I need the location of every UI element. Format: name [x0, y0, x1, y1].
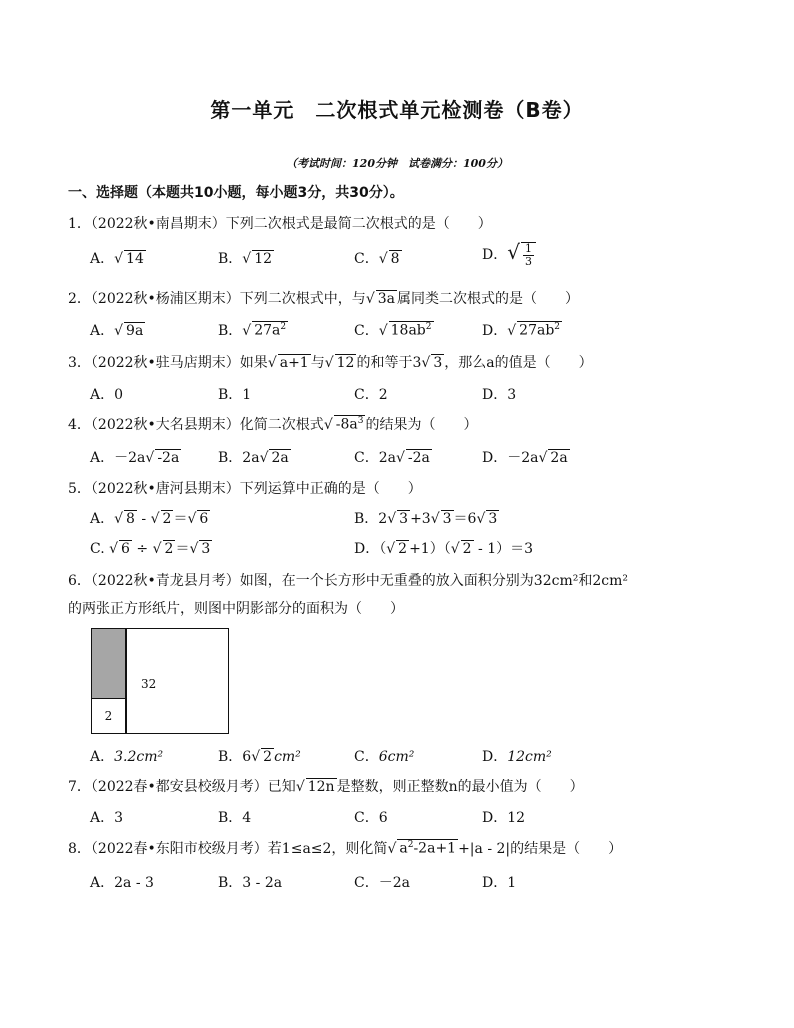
shaded-region — [92, 629, 126, 699]
option-b[interactable]: B．2a√ 2a — [218, 450, 289, 466]
option-d[interactable]: D．1 — [482, 875, 517, 891]
option-c[interactable]: C．√ 8 — [354, 251, 400, 267]
question-1: 1．（2022秋•南昌期末）下列二次根式是最简二次根式的是（ ） — [68, 216, 492, 232]
option-a[interactable]: A．√ 14 — [90, 251, 144, 267]
option-d[interactable]: D．√ $27ab^2$ — [482, 322, 561, 339]
option-b[interactable]: B．√ $27a^2$ — [218, 322, 287, 339]
question-2: 2．（2022秋•杨浦区期末）下列二次根式中，与√ 3a 属同类二次根式的是（ ） — [68, 291, 579, 307]
option-a[interactable]: A．2a - 3 — [90, 875, 154, 891]
option-c[interactable]: C．6cm² — [354, 749, 415, 765]
option-d[interactable]: D．3 — [482, 387, 517, 403]
page-title: 第一单元 二次根式单元检测卷（B卷） — [210, 98, 584, 122]
option-b[interactable]: B．4 — [218, 810, 252, 826]
option-d[interactable]: D．（√ 2 +1）（√ 2 - 1）＝3 — [354, 541, 534, 557]
small-square: 2 — [92, 699, 126, 734]
option-b[interactable]: B．1 — [218, 387, 252, 403]
option-c[interactable]: C．6 — [354, 810, 388, 826]
option-b[interactable]: B．2√ 3 +3√ 3 ＝6√ 3 — [354, 511, 498, 527]
option-d[interactable]: D．√ $\frac{1}{3}$ — [482, 240, 536, 268]
question-5: 5．（2022秋•唐河县期末）下列运算中正确的是（ ） — [68, 481, 422, 497]
rectangle-figure — [91, 628, 229, 734]
option-b[interactable]: B．6√ 2 cm² — [218, 749, 301, 765]
question-7: 7．（2022春•都安县校级月考）已知√ 12n 是整数，则正整数n的最小值为（ ） — [68, 779, 584, 795]
option-a[interactable]: A．√ 9a — [90, 323, 144, 339]
option-c[interactable]: C．2 — [354, 387, 388, 403]
option-c[interactable]: C．2a√ -2a — [354, 450, 430, 466]
option-c[interactable]: C．－2a — [354, 875, 410, 891]
question-6-line1: 6．（2022秋•青龙县月考）如图，在一个长方形中无重叠的放入面积分别为32cm²和2cm² — [68, 573, 628, 589]
large-square — [126, 629, 228, 733]
question-8: 8．（2022春•东阳市校级月考）若1≤a≤2，则化简√ $a^2-2a+1 +|a - 2|$的结果是（ ） — [68, 840, 623, 857]
option-a[interactable]: A．3.2cm² — [90, 749, 164, 765]
large-square-label: 32 — [141, 677, 157, 691]
option-d[interactable]: D．12 — [482, 810, 526, 826]
option-a[interactable]: A．3 — [90, 810, 124, 826]
section-heading: 一、选择题（本题共10小题，每小题3分，共30分）。 — [68, 185, 404, 201]
question-4: 4．（2022秋•大名县期末）化简二次根式√ $-8a^3$ 的结果为（ ） — [68, 416, 478, 433]
option-a[interactable]: A．0 — [90, 387, 124, 403]
option-b[interactable]: B．√ 12 — [218, 251, 273, 267]
option-d[interactable]: D．－2a√ 2a — [482, 450, 568, 466]
question-3: 3．（2022秋•驻马店期末）如果√ a+1 与√ 12 的和等于3√ 3 ，那么a的值是（ ） — [68, 355, 593, 371]
option-a[interactable]: A．－2a√ -2a — [90, 450, 180, 466]
option-b[interactable]: B．3 - 2a — [218, 875, 283, 891]
option-a[interactable]: A．√ 8 - √ 2 ＝√ 6 — [90, 511, 209, 527]
question-6-line2: 的两张正方形纸片，则图中阴影部分的面积为（ ） — [68, 601, 404, 617]
option-d[interactable]: D．12cm² — [482, 749, 552, 765]
exam-info: （考试时间：120分钟 试卷满分：100分） — [286, 157, 508, 170]
option-c[interactable]: C．√ $18ab^2$ — [354, 322, 432, 339]
option-c[interactable]: C. √ 6 ÷ √ 2 ＝√ 3 — [90, 541, 211, 557]
